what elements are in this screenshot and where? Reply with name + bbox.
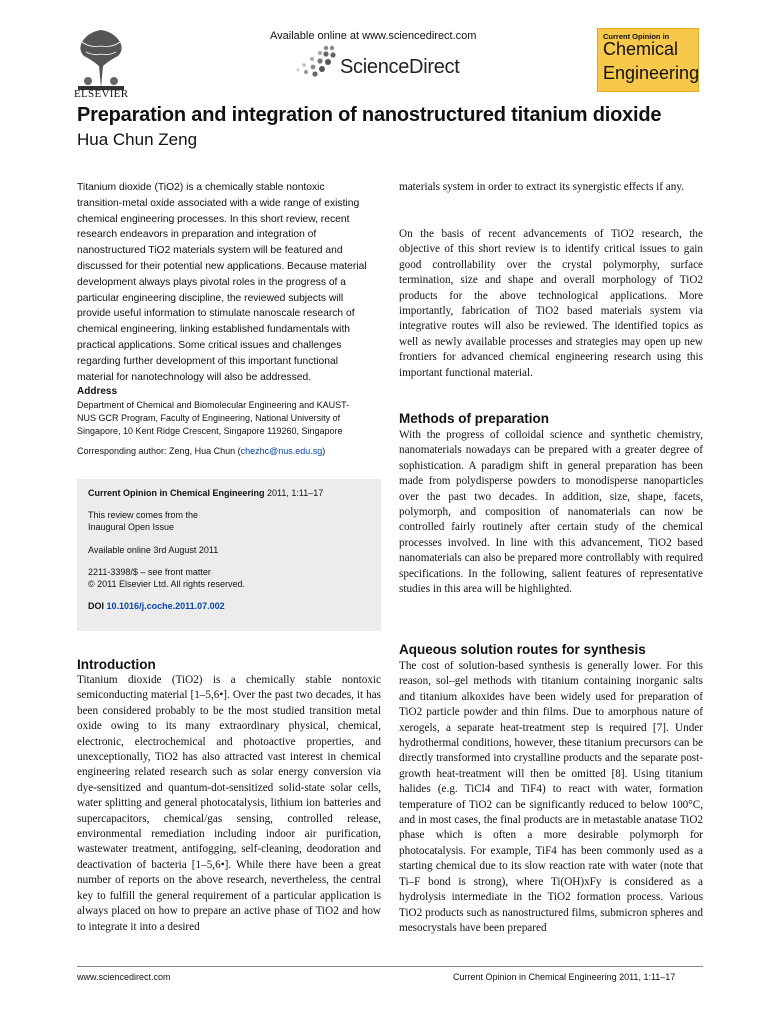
introduction-text: Titanium dioxide (TiO2) is a chemically stable nontoxic semiconducting material [1–5,6•]. Over the past two decades, it has been considered probably to be the most studied transition metal oxide owing to its many extraordinary physical, chemical, electronic, electrochemical and photoactive properties, and unexceptionally, TiO2 has also attracted vast interest in chemical engineering related research such as solar energy conversion via dye-sensitized and quantum-dot-sensitized solid-state solar cells, water splitting and general photocatalysis, lithium ion batteries and supercapacitors, chemical/gas sensing, controlled release, environmental remediation including indoor air purification, wastewater treatment, antifogging, self-cleaning, deodoration and deactivation of bacteria [1–5,6•]. While there have been a great number of reports on the above research, nevertheless, the central key to fulfill the general requirement of a particular application is always placed on how to prepare an active phase of TiO2 and how to integrate it into a desired xyxy=(77,674,381,933)
info-issn: 2211-3398/$ – see front matter xyxy=(88,567,211,577)
info-copyright-text: 2011 Elsevier Ltd. All rights reserved. xyxy=(97,579,246,589)
info-citation xyxy=(88,487,323,499)
corresponding-label: Corresponding author: Zeng, Hua Chun ( xyxy=(77,446,241,456)
introduction-heading: Introduction xyxy=(77,657,156,672)
journal-logo-line2: Chemical xyxy=(603,39,679,59)
sciencedirect-dots-logo xyxy=(292,44,340,78)
aqueous-text: The cost of solution-based synthesis is generally lower. For this reason, sol–gel methods with titanium containing inorganic salts and titanium alkoxides have been widely used for preparation of TiO2 particle powder and thin films. Due to amorphous nature of xerogels, a separate heat-treatment step is required [7]. Under hydrothermal conditions, however, these titanium precursors can be directly transformed into crystalline products and the separate post-growth heat-treatment will then be omitted [8]. Using titanium halides (e.g. TiCl4 and TiF4) to react with water, formation temperature of TiO2 can be significantly reduced to below 100°C, and in most cases, the final products are in metastable anatase TiO2 phase which is often a more desirable polymorph for photocatalysis. For example, TiF4 has been commonly used as a starting chemical due to its slow reaction rate with water (note that Ti–F bond is strong), where Ti(OH)xFy is considered as a hydrolysis intermediate in the TiO2 formation process. Various TiO2 products such as nanostructured films, submicron spheres and mesocrystals have been prepared xyxy=(399,660,703,934)
abstract-text: Titanium dioxide (TiO2) is a chemically stable nontoxic transition-metal oxide associated with a wide range of existing chemical engineering processes. In this short review, recent research endeavors in preparation and integration of nanostructured TiO2 materials system will be featured and discussed for their potential new applications. Because material development always plays pivotal roles in the progress of a particular engineering discipline, the reviewed subjects will provide useful information to stimulate nanoscale research of chemical engineering, linking established fundamentals with practical applications. Some critical issues and challenges regarding further development of this important functional material for nanotechnology will also be addressed. xyxy=(77,182,367,383)
info-journal: Current Opinion in Chemical Engineering xyxy=(88,488,265,498)
article-info-box xyxy=(77,479,381,631)
info-citation-text: 2011, 1:11–17 xyxy=(267,488,324,498)
footer-citation: Current Opinion in Chemical Engineering 2011, 1:11–17 xyxy=(453,972,676,982)
info-doi xyxy=(88,600,225,612)
address-text: Department of Chemical and Biomolecular Engineering and KAUST-NUS GCR Program, Faculty of Engineering, National University of Singapore, 10 Kent Ridge Crescent, Singapore 119260, Singapore xyxy=(77,400,350,436)
info-review-note-2: Inaugural Open Issue xyxy=(88,522,175,532)
sciencedirect-wordmark: ScienceDirect xyxy=(340,56,460,78)
footer-website[interactable]: www.sciencedirect.com xyxy=(77,972,171,982)
journal-logo-line1: Current Opinion in xyxy=(603,32,670,41)
col2-continuation-text: materials system in order to extract its synergistic effects if any. xyxy=(399,181,684,193)
elsevier-tree-logo xyxy=(74,26,128,92)
article-author: Hua Chun Zeng xyxy=(77,130,198,149)
article-title: Preparation and integration of nanostructured titanium dioxide xyxy=(77,104,662,126)
available-online-text[interactable]: Available online at www.sciencedirect.com xyxy=(270,30,477,42)
methods-heading: Methods of preparation xyxy=(399,411,550,426)
publisher-name: ELSEVIER xyxy=(74,88,129,100)
corresponding-author xyxy=(77,446,325,456)
journal-logo-line3: Engineering xyxy=(603,63,700,83)
doi-link[interactable]: 10.1016/j.coche.2011.07.002 xyxy=(106,601,225,611)
corresponding-close: ) xyxy=(322,446,326,456)
journal-logo xyxy=(597,28,699,92)
doi-label: DOI xyxy=(88,601,105,611)
corresponding-email-link[interactable]: chezhc@nus.edu.sg xyxy=(240,446,323,456)
col2-objective-text: On the basis of recent advancements of TiO2 research, the objective of this short review is to identify critical issues to gain good controllability over the crystal polymorphy, surface termination, size and shape and overall morphology of TiO2 products for the above technological applications. More importantly, fabrication of TiO2 based materials system via integrative routes will also be reviewed. The identified topics as well as newly available processes and strategies may open up new frontiers for advanced chemical engineering research using this important functional material. xyxy=(399,228,703,379)
address-heading: Address xyxy=(77,386,118,397)
info-review-note-1: This review comes from the xyxy=(88,510,199,520)
info-copyright xyxy=(88,578,245,590)
methods-text: With the progress of colloidal science and synthetic chemistry, nanomaterials nowadays can be prepared with a greater degree of sophistication. A paradigm shift in general preparation has been made from polydisperse powders to monodisperse nanoparticles over the past two decades. In addition, size, shape, facets, polymorph, and composition of nanomaterials can now be controlled fairly routinely after certain study of the chemical processes involved. In line with this advancement, TiO2 based nanomaterials can also be prepared more controllably with required specifications. In the following, salient features of representative studies in this area will be highlighted. xyxy=(399,429,703,596)
info-available: Available online 3rd August 2011 xyxy=(88,545,219,555)
copyright-icon: © xyxy=(88,579,98,589)
aqueous-heading: Aqueous solution routes for synthesis xyxy=(399,642,646,657)
footer-divider xyxy=(77,966,703,967)
